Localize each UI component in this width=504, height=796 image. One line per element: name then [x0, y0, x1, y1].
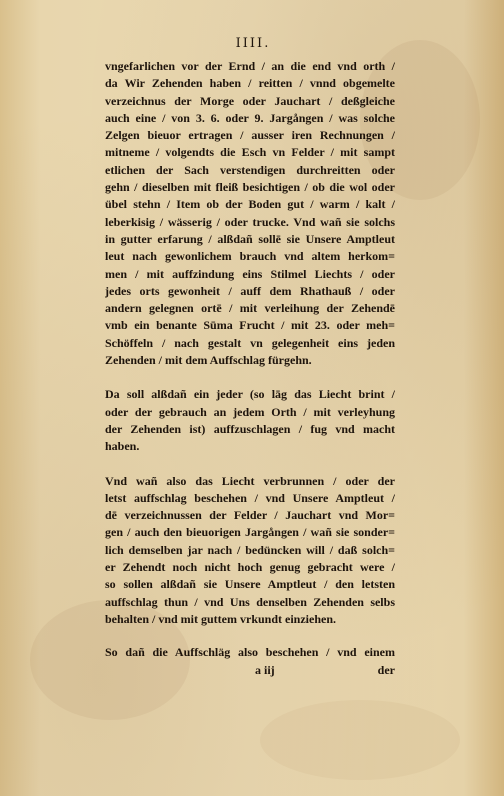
text-line: Vnd wañ also das Liecht verbrunnen / oder der — [105, 473, 395, 488]
text-line: lich demselben jar nach / bedüncken will / daß solch= — [105, 542, 395, 557]
text-line: da Wir Zehenden haben / reitten / vnnd obgemelte — [105, 76, 395, 91]
catchword: der — [377, 662, 395, 677]
text-line: Da soll alßdañ ein jeder (so lāg das Liecht brint / — [105, 387, 395, 402]
text-line: gen / auch den bieuorigen Jargången / wañ sie sonder= — [105, 525, 395, 540]
text-line: Zelgen bieuor ertragen / ausser iren Rechnungen / — [105, 128, 395, 143]
text-line: auch eine / von 3. 6. oder 9. Jargången / was solche — [105, 110, 395, 125]
text-line: letst auffschlag beschehen / vnd Unsere Amptleut / — [105, 490, 395, 505]
text-line: vngefarlichen vor der Ernd / an die end vnd orth / — [105, 59, 395, 73]
text-line: auffschlag thun / vnd Uns denselben Zehenden selbs — [105, 594, 395, 609]
page-header: IIII. — [235, 36, 271, 51]
text-line: andern gelegnen ortē / mit verleihung der Zehendē — [105, 301, 395, 316]
text-line: er Zehendt noch nicht hoch genug gebracht were / — [105, 560, 395, 575]
text-line: oder der gebrauch an jedem Orth / mit verleyhung — [105, 404, 395, 419]
signature-line — [105, 662, 395, 678]
signature-mark: a iij — [255, 662, 275, 677]
text-line: leut nach gewonlichem brauch vnd altem herkom= — [105, 249, 395, 264]
paragraph-1 — [105, 58, 395, 369]
text-line: mitneme / volgendts die Esch vn Felder / mit sampt — [105, 145, 395, 160]
text-line: haben. — [105, 439, 140, 454]
text-line: etlichen der Sach verstendigen durchreitten oder — [105, 162, 395, 177]
text-line: leberkisig / wässerig / oder trucke. Vnd wañ sie solchs — [105, 214, 395, 229]
text-line: der Zehenden ist) auffzuschlagen / fug vnd macht — [105, 421, 395, 436]
text-line: gehn / dieselben mit fleiß besichtigen / ob die wol oder — [105, 180, 395, 195]
text-line: behalten / vnd mit guttem vrkundt einziehen. — [105, 611, 337, 626]
text-block — [105, 34, 395, 678]
text-line: Schöffeln / nach gestalt vn gelegenheit eins jeden — [105, 335, 395, 350]
paper-stain — [260, 700, 460, 780]
text-line: men / mit auffzindung eins Stilmel Liechts / oder — [105, 266, 395, 281]
paragraph-2 — [105, 386, 395, 455]
paragraph-3 — [105, 473, 395, 629]
text-line: in gutter erfarung / alßdañ sollē sie Unsere Amptleut — [105, 231, 395, 246]
text-line: übel stehn / Item ob der Boden gut / warm / kalt / — [105, 197, 395, 212]
text-line: verzeichnus der Morge oder Jauchart / deßgleiche — [105, 93, 395, 108]
text-line: vmb ein benante Sūma Frucht / mit 23. oder meh= — [105, 318, 395, 333]
text-line: dē verzeichnussen der Felder / Jauchart vnd Mor= — [105, 508, 395, 523]
text-line: Zehenden / mit dem Auffschlag fürgehn. — [105, 353, 312, 368]
text-line: jedes orts gewonheit / auff dem Rhathauß / oder — [105, 283, 395, 298]
text-line: so sollen alßdañ sie Unsere Amptleut / den letsten — [105, 577, 395, 592]
text-line: So dañ die Auffschläg also beschehen / vnd einem — [105, 645, 395, 660]
paragraph-4 — [105, 644, 395, 661]
